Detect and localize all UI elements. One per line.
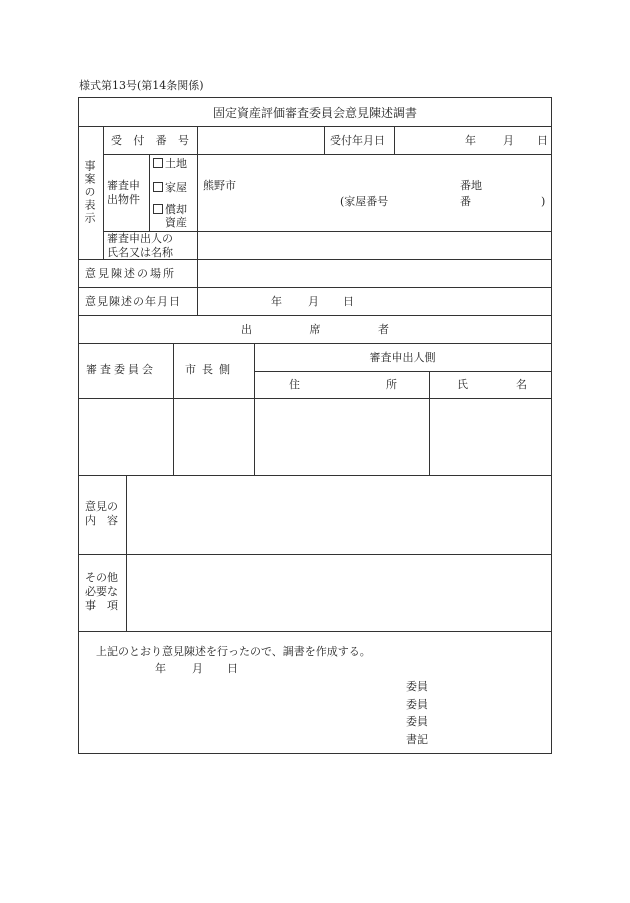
rule-place bbox=[79, 287, 551, 288]
receipt-no-char-1: 受 bbox=[111, 134, 122, 147]
other-items-label bbox=[85, 571, 118, 613]
rule-date bbox=[79, 315, 551, 316]
attendees-char-2: 席 bbox=[309, 323, 321, 336]
vrule-committee bbox=[173, 343, 174, 475]
name-header bbox=[457, 379, 527, 390]
statement-date-month: 月 bbox=[308, 295, 319, 308]
receipt-no-char-4: 号 bbox=[177, 134, 189, 147]
opinion-label-line-1: 意見の bbox=[85, 500, 118, 513]
attendees-char-3: 者 bbox=[378, 323, 389, 336]
receipt-no-char-3: 番 bbox=[155, 134, 167, 147]
property-label-line-1: 審査申 bbox=[107, 179, 140, 192]
vrule-address-name bbox=[429, 371, 430, 475]
option-depreciable-label-2: 資産 bbox=[165, 216, 187, 229]
rule-receipt bbox=[103, 154, 551, 155]
statement-place-label: 意見陳述の場所 bbox=[85, 267, 176, 280]
signer-2: 委員 bbox=[406, 697, 428, 711]
vrule-case-side bbox=[103, 126, 104, 259]
receipt-no-char-2: 付 bbox=[133, 134, 145, 147]
signer-1: 委員 bbox=[406, 680, 428, 693]
rule-title bbox=[79, 126, 551, 127]
name-char-1: 氏 bbox=[457, 378, 468, 391]
closing-statement: 上記のとおり意見陳述を行ったので、調書を作成する。 bbox=[96, 645, 371, 658]
closing-date-day: 日 bbox=[227, 662, 238, 675]
applicant-side-header: 審査申出人側 bbox=[369, 351, 436, 364]
rule-attendees-body bbox=[79, 475, 551, 476]
land-checkbox[interactable] bbox=[153, 158, 163, 168]
form-title: 固定資産評価審査委員会意見陳述調書 bbox=[212, 106, 417, 120]
other-label-line-3: 事 項 bbox=[85, 599, 118, 612]
rule-opinion bbox=[79, 554, 551, 555]
receipt-no-label bbox=[111, 135, 189, 146]
rule-applicant-sub bbox=[254, 371, 551, 372]
rule-attendees-header bbox=[79, 398, 551, 399]
house-number-close: ) bbox=[541, 195, 546, 208]
option-depreciable-label: 償却 bbox=[165, 203, 187, 216]
statement-date-label: 意見陳述の年月日 bbox=[85, 295, 181, 308]
name-char-2: 名 bbox=[516, 378, 527, 391]
mayor-side-header: 市長側 bbox=[185, 363, 236, 376]
rule-attendees-heading bbox=[79, 343, 551, 344]
receipt-date-label: 受付年月日 bbox=[330, 134, 385, 147]
property-location: 熊野市 bbox=[203, 179, 236, 192]
signer-3: 委員 bbox=[406, 715, 428, 728]
depreciable-checkbox[interactable] bbox=[153, 204, 163, 214]
statement-date-day: 日 bbox=[343, 295, 354, 308]
address-char-1: 住 bbox=[289, 378, 300, 391]
option-house[interactable] bbox=[153, 182, 187, 193]
applicant-label-line-2: 氏名又は名称 bbox=[107, 246, 173, 259]
address-char-2: 所 bbox=[386, 378, 397, 391]
option-depreciable[interactable] bbox=[153, 204, 187, 215]
opinion-label-line-2: 内 容 bbox=[85, 514, 118, 527]
form-number: 様式第13号(第14条関係) bbox=[79, 79, 204, 92]
receipt-date-year: 年 bbox=[465, 134, 476, 147]
opinion-label bbox=[85, 500, 118, 528]
case-side-label: 事案の表示 bbox=[83, 160, 96, 225]
property-label bbox=[107, 179, 140, 207]
attendees-char-1: 出 bbox=[241, 323, 252, 336]
vrule-receipt-mid bbox=[324, 126, 325, 154]
ban-label: 番 bbox=[460, 195, 471, 208]
vrule-labels bbox=[197, 126, 198, 315]
receipt-date-day: 日 bbox=[537, 134, 548, 147]
applicant-name-label bbox=[107, 232, 173, 260]
banchi-label: 番地 bbox=[460, 179, 482, 192]
house-number-open: (家屋番号 bbox=[340, 195, 389, 208]
hearing-record-form bbox=[78, 97, 552, 754]
other-label-line-1: その他 bbox=[85, 571, 118, 584]
rule-other bbox=[79, 631, 551, 632]
vrule-property-options bbox=[149, 154, 150, 231]
receipt-date-month: 月 bbox=[503, 134, 514, 147]
closing-date-year: 年 bbox=[155, 662, 166, 675]
closing-date-month: 月 bbox=[192, 662, 203, 675]
option-land[interactable] bbox=[153, 158, 187, 169]
attendees-heading bbox=[241, 324, 389, 335]
house-checkbox[interactable] bbox=[153, 182, 163, 192]
option-house-label: 家屋 bbox=[165, 181, 187, 194]
signers bbox=[406, 678, 428, 748]
address-header bbox=[289, 379, 397, 390]
committee-header: 審査委員会 bbox=[86, 363, 156, 376]
statement-date-year: 年 bbox=[271, 295, 282, 308]
vrule-opinion-other bbox=[126, 475, 127, 631]
vrule-receipt-date bbox=[394, 126, 395, 154]
applicant-label-line-1: 審査申出人の bbox=[107, 232, 173, 245]
property-label-line-2: 出物件 bbox=[107, 193, 140, 206]
signer-4: 書記 bbox=[406, 732, 428, 746]
other-label-line-2: 必要な bbox=[85, 585, 118, 598]
option-land-label: 土地 bbox=[165, 157, 187, 170]
